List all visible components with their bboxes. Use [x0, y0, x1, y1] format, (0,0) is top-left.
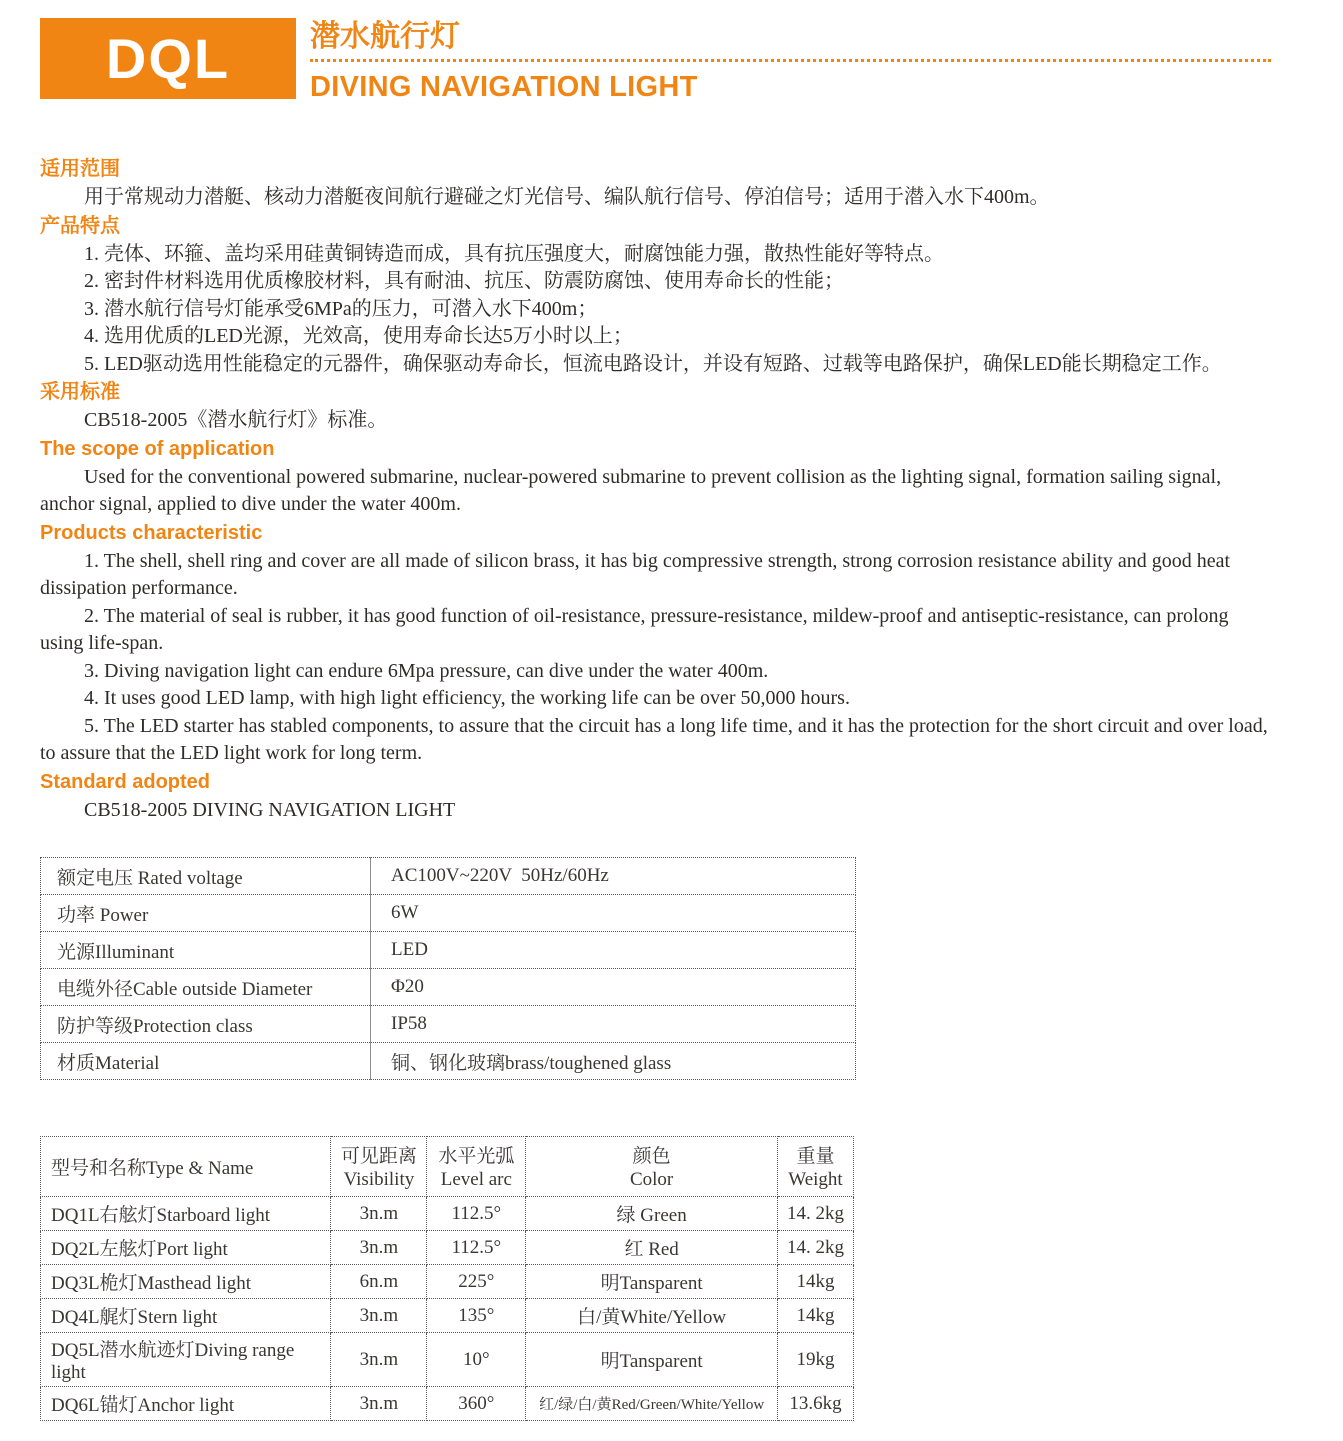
- standard-en-body: CB518-2005 DIVING NAVIGATION LIGHT: [84, 798, 456, 821]
- table-row: [41, 1387, 854, 1421]
- table-row: [41, 1231, 854, 1265]
- visibility-cell: 3n.m: [331, 1231, 427, 1265]
- table-row: [41, 1333, 854, 1387]
- spec-value: LED: [371, 932, 856, 969]
- section-heading-features-zh: 产品特点: [40, 214, 120, 237]
- column-header-color: [526, 1137, 778, 1197]
- column-header-label: 颜色: [632, 1146, 671, 1167]
- model-name-cell: DQ2L左舷灯Port light: [41, 1231, 331, 1265]
- section-heading-scope-zh: 适用范围: [40, 158, 120, 180]
- header-titles: [310, 18, 1271, 104]
- table-row: [41, 969, 856, 1006]
- visibility-cell: 3n.m: [331, 1197, 427, 1231]
- column-header-label: Visibility: [343, 1169, 415, 1190]
- column-header-label: 水平光弧: [438, 1146, 515, 1167]
- weight-cell: 19kg: [778, 1333, 854, 1387]
- scope-zh-body: 用于常规动力潜艇、核动力潜艇夜间航行避碰之灯光信号、编队航行信号、停泊信号；适用于潜入水下400m。: [84, 186, 1050, 208]
- column-header-type-name: [41, 1137, 331, 1197]
- feature-zh-item: 1. 壳体、环箍、盖均采用硅黄铜铸造而成，具有抗压强度大，耐腐蚀能力强，散热性能好等特点。: [84, 242, 944, 265]
- spec-label: 功率 Power: [41, 895, 371, 932]
- spec-value: Φ20: [371, 969, 856, 1006]
- section-heading-standard-zh: 采用标准: [40, 381, 120, 403]
- feature-en-item: 1. The shell, shell ring and cover are all made of silicon brass, it has big compressive strength, strong corrosion resistance ability and good heat dissipation performance.: [40, 549, 1231, 599]
- feature-zh-item: 3. 潜水航行信号灯能承受6MPa的压力，可潜入水下400m；: [84, 297, 598, 320]
- spec-value: AC100V~220V 50Hz/60Hz: [371, 858, 856, 895]
- column-header-label: Color: [629, 1169, 674, 1190]
- spec-table: [40, 857, 856, 1080]
- table-row: [41, 1265, 854, 1299]
- spec-label: 光源Illuminant: [41, 932, 371, 969]
- table-row: [41, 895, 856, 932]
- level-arc-cell: 225°: [427, 1265, 526, 1299]
- feature-en-item: 2. The material of seal is rubber, it has good function of oil-resistance, pressure-resistance, mildew-proof and antiseptic-resistance, can prolong using life-span.: [40, 604, 1229, 654]
- model-name-cell: DQ3L桅灯Masthead light: [41, 1265, 331, 1299]
- weight-cell: 14. 2kg: [778, 1197, 854, 1231]
- color-cell: 白/黄White/Yellow: [526, 1299, 778, 1333]
- section-heading-features-en: Products characteristic: [40, 521, 263, 544]
- model-name-cell: DQ4L艉灯Stern light: [41, 1299, 331, 1333]
- weight-cell: 14. 2kg: [778, 1231, 854, 1265]
- product-title-en: DIVING NAVIGATION LIGHT: [310, 71, 698, 103]
- visibility-cell: 3n.m: [331, 1299, 427, 1333]
- scope-en-body: Used for the conventional powered submarine, nuclear-powered submarine to prevent collision as the lighting signal, formation sailing signal, anchor signal, applied to dive under the water 400m.: [40, 465, 1222, 515]
- model-table: [40, 1136, 854, 1421]
- color-cell: 红/绿/白/黄Red/Green/White/Yellow: [526, 1387, 778, 1421]
- level-arc-cell: 135°: [427, 1299, 526, 1333]
- column-header-label: 可见距离: [340, 1146, 417, 1167]
- brand-logo: DQL: [40, 18, 296, 99]
- section-heading-standard-en: Standard adopted: [40, 770, 211, 793]
- feature-en-item: 3. Diving navigation light can endure 6Mpa pressure, can dive under the water 400m.: [84, 659, 769, 682]
- spec-label: 防护等级Protection class: [41, 1006, 371, 1043]
- table-row: [41, 1043, 856, 1080]
- table-row: [41, 1299, 854, 1333]
- feature-zh-item: 5. LED驱动选用性能稳定的元器件，确保驱动寿命长，恒流电路设计，并设有短路、过载等电路保护，确保LED能长期稳定工作。: [84, 352, 1222, 375]
- table-row: [41, 932, 856, 969]
- weight-cell: 14kg: [778, 1299, 854, 1333]
- level-arc-cell: 112.5°: [427, 1197, 526, 1231]
- standard-zh-body: CB518-2005《潜水航行灯》标准。: [84, 409, 388, 431]
- column-header-weight: [778, 1137, 854, 1197]
- spec-value: 6W: [371, 895, 856, 932]
- weight-cell: 13.6kg: [778, 1387, 854, 1421]
- product-title-zh: 潜水航行灯: [310, 20, 1271, 62]
- section-heading-scope-en: The scope of application: [40, 437, 275, 460]
- table-row: [41, 1006, 856, 1043]
- page-header: [40, 18, 1271, 104]
- spec-value: 铜、钢化玻璃brass/toughened glass: [371, 1043, 856, 1080]
- level-arc-cell: 112.5°: [427, 1231, 526, 1265]
- column-header-label: 型号和名称Type & Name: [51, 1158, 254, 1179]
- visibility-cell: 3n.m: [331, 1387, 427, 1421]
- spec-label: 材质Material: [41, 1043, 371, 1080]
- color-cell: 红 Red: [526, 1231, 778, 1265]
- feature-en-item: 4. It uses good LED lamp, with high light efficiency, the working life can be over 50,000 hours.: [84, 687, 850, 709]
- color-cell: 明Tansparent: [526, 1333, 778, 1387]
- feature-zh-item: 2. 密封件材料选用优质橡胶材料，具有耐油、抗压、防震防腐蚀、使用寿命长的性能；: [84, 270, 844, 292]
- visibility-cell: 6n.m: [331, 1265, 427, 1299]
- table-row: [41, 1197, 854, 1231]
- level-arc-cell: 360°: [427, 1387, 526, 1421]
- model-name-cell: DQ6L锚灯Anchor light: [41, 1387, 331, 1421]
- column-header-visibility: [331, 1137, 427, 1197]
- model-name-cell: DQ1L右舷灯Starboard light: [41, 1197, 331, 1231]
- feature-zh-item: 4. 选用优质的LED光源，光效高，使用寿命长达5万小时以上；: [84, 325, 633, 347]
- table-row: [41, 858, 856, 895]
- table-header-row: [41, 1137, 854, 1197]
- spec-label: 电缆外径Cable outside Diameter: [41, 969, 371, 1006]
- column-header-label: Level arc: [440, 1169, 512, 1190]
- level-arc-cell: 10°: [427, 1333, 526, 1387]
- spec-value: IP58: [371, 1006, 856, 1043]
- color-cell: 绿 Green: [526, 1197, 778, 1231]
- spec-label: 额定电压 Rated voltage: [41, 858, 371, 895]
- visibility-cell: 3n.m: [331, 1333, 427, 1387]
- model-name-cell: DQ5L潜水航迹灯Diving range light: [41, 1333, 331, 1387]
- feature-en-item: 5. The LED starter has stabled components, to assure that the circuit has a long life time, and it has the protection for the short circuit and over load, to assure that the LED light work for long term.: [40, 714, 1268, 764]
- column-header-level-arc: [427, 1137, 526, 1197]
- weight-cell: 14kg: [778, 1265, 854, 1299]
- column-header-label: Weight: [788, 1169, 843, 1190]
- color-cell: 明Tansparent: [526, 1265, 778, 1299]
- column-header-label: 重量: [796, 1146, 835, 1167]
